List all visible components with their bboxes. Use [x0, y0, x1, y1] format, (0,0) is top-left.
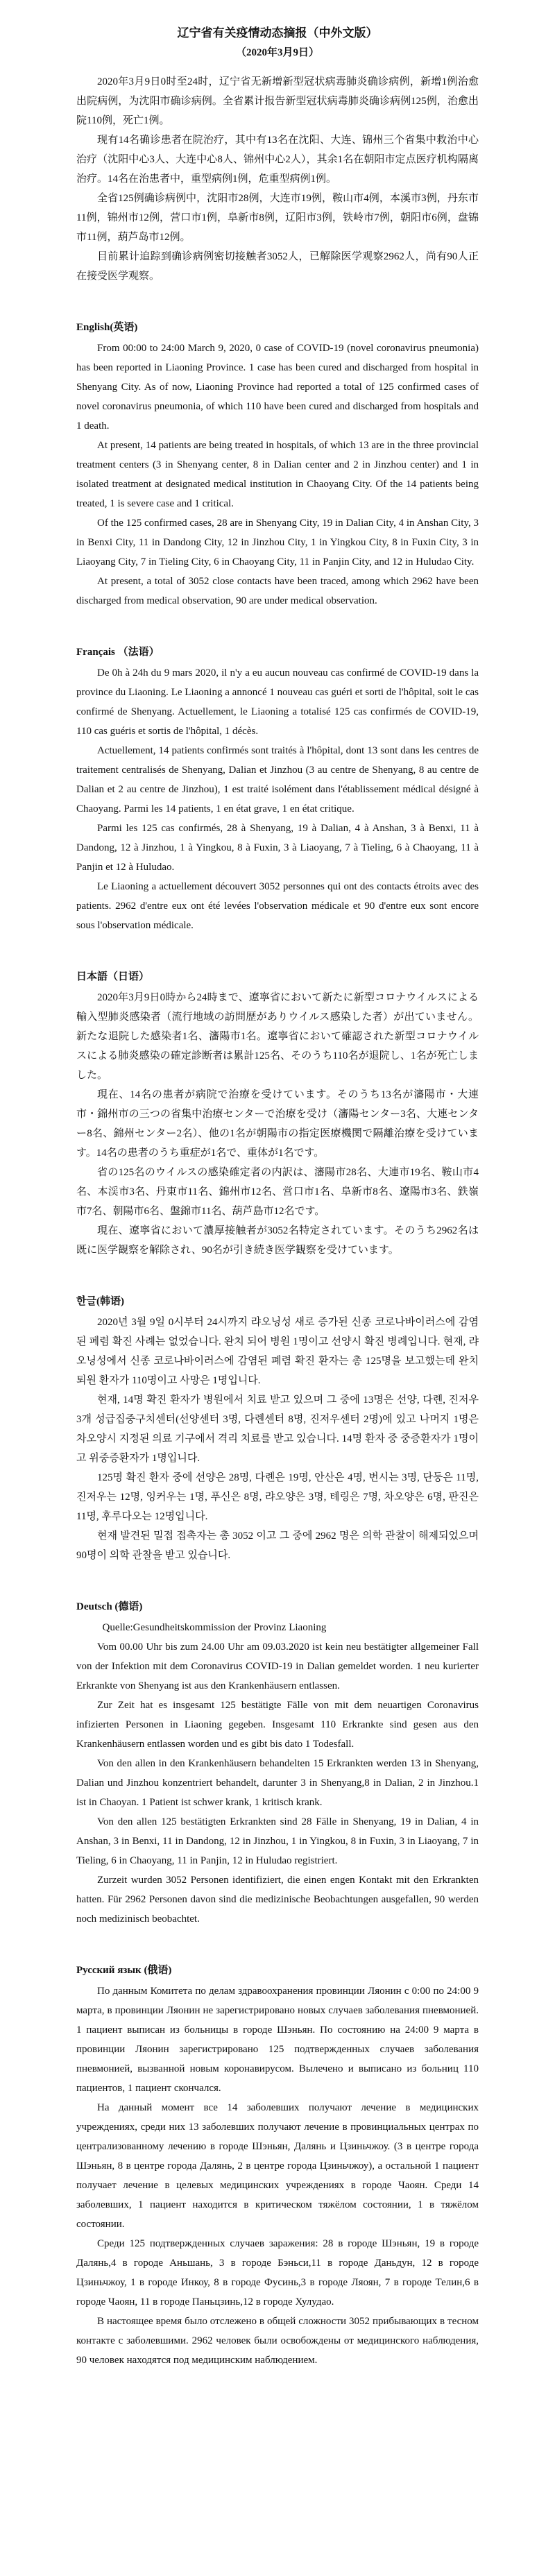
- french-paragraph-4: Le Liaoning a actuellement découvert 3052 personnes qui ont des contacts étroits avec des patients. 2962 d'entre eux ont été levées l'observation médicale et 90 d'entre eux sont encore sous l'observation médicale.: [76, 881, 479, 931]
- english-paragraph-1: From 00:00 to 24:00 March 9, 2020, 0 case of COVID-19 (novel coronavirus pneumonia) has been reported in Liaoning Province. 1 case has been cured and discharged from hospital in Shenyang City. As of now, Liaoning Province had reported a total of 125 confirmed cases of novel coronavirus pneumonia, of which 110 have been cured and discharged from hospitals and 1 death.: [76, 343, 479, 432]
- japanese-paragraph-3: 省の125名のウイルスの感染確定者の内訳は、瀋陽市28名、大連市19名、鞍山市4名、本渓市3名、丹東市11名、錦州市12名、営口市1名、阜新市8名、遼陽市3名、鉄嶺市7名、朝陽市6名、盤錦市11名、葫芦島市12名です。: [76, 1167, 479, 1217]
- german-source-line: Quelle:Gesundheitskommission der Provinz Liaoning: [102, 1622, 327, 1633]
- russian-paragraph-2: На данный момент все 14 заболевших получают лечение в медицинских учреждениях, среди них 13 заболевших получают лечение в провинциальных центрах по централизованному лечению в городе Шэньян, Далянь и Цзиньчжоу. (3 в центре города Шэньян, 8 в центре города Далянь, 2 в центре города Цзиньчжоу), а остальной 1 пациент получает лечение в целевых медицинских учреждениях в городе Чаоян. Среди 14 заболевших, 1 пациент находится в критическом тяжёлом состоянии, 1 в тяжёлом состоянии.: [76, 2102, 479, 2230]
- japanese-paragraph-2: 現在、14名の患者が病院で治療を受けています。そのうち13名が瀋陽市・大連市・錦州市の三つの省集中治療センターで治療を受け（瀋陽センター3名、大連センター8名、錦州センター2名）、他の1名が朝陽市の指定医療機関で隔離治療を受けています。14名の患者のうち重症が1名で、重体が1名です。: [76, 1089, 479, 1159]
- english-paragraph-4: At present, a total of 3052 close contacts have been traced, among which 2962 have been discharged from medical observation, 90 are under medical observation.: [76, 576, 479, 606]
- japanese-paragraph-4: 現在、遼寧省において濃厚接触者が3052名特定されています。そのうち2962名は既に医学観察を解除され、90名が引き続き医学観察を受けています。: [76, 1225, 479, 1256]
- chinese-section: [76, 72, 479, 286]
- japanese-section: [76, 967, 479, 1260]
- german-paragraph-3: Von den allen in den Krankenhäusern behandelten 15 Erkrankten werden 13 in Shenyang, Dalian und Jinzhou konzentriert behandelt, darunter 3 in Shenyang,8 in Dalian, 2 in Jinzhou.1 ist in Chaoyan. 1 Patient ist schwer krank, 1 kritisch krank.: [76, 1758, 479, 1808]
- english-heading: English(英语): [76, 322, 138, 333]
- german-paragraph-4: Von den allen 125 bestätigten Erkrankten sind 28 Fälle in Shenyang, 19 in Dalian, 4 in Anshan, 3 in Benxi, 11 in Dandong, 12 in Jinzhou, 1 in Yingkou, 8 in Fuxin, 3 in Liaoyang, 7 in Tieling, 6 in Chaoyang, 11 in Panjin, 12 in Huludao registriert.: [76, 1816, 479, 1866]
- english-paragraph-2: At present, 14 patients are being treated in hospitals, of which 13 are in the three provincial treatment centers (3 in Shenyang center, 8 in Dalian center and 2 in Jinzhou center) and 1 in isolated treatment at designated medical institution in Chaoyang City. Of the 14 patients being treated, 1 is severe case and 1 critical.: [76, 440, 479, 509]
- russian-heading: Русский язык (俄语): [76, 1965, 172, 1976]
- japanese-paragraph-1: 2020年3月9日0時から24時まで、遼寧省において新たに新型コロナウイルスによる輸入型肺炎感染者（流行地域の訪問歴がありウイルス感染した者）が出ていません。新たな退院した感染者1名、瀋陽市1名。遼寧省において確認された新型コロナウイルスによる肺炎感染の確定診断者は累計125名、そのうち110名が退院し、1名が死亡しました。: [76, 992, 479, 1081]
- french-paragraph-3: Parmi les 125 cas confirmés, 28 à Shenyang, 19 à Dalian, 4 à Anshan, 3 à Benxi, 11 à Dandong, 12 à Jinzhou, 1 à Yingkou, 8 à Fuxin, 3 à Liaoyang, 7 à Tieling, 6 à Chaoyang, 11 à Panjin et 12 à Huludao.: [76, 823, 479, 873]
- french-heading: Français （法语）: [76, 647, 160, 658]
- russian-paragraph-3: Среди 125 подтвержденных случаев заражения: 28 в городе Шэньян, 19 в городе Далянь,4 в городе Аньшань, 3 в городе Бэньси,11 в городе Даньдун, 12 в городе Цзиньчжоу, 1 в городе Инкоу, 8 в городе Фусинь,3 в городе Ляоян, 7 в городе Телин,6 в городе Чаоян, 11 в городе Паньцзинь,12 в городе Хулудао.: [76, 2238, 479, 2308]
- german-paragraph-1: Vom 00.00 Uhr bis zum 24.00 Uhr am 09.03.2020 ist kein neu bestätigter allgemeiner Fall von der Infektion mit dem Coronavirus COVID-19 in Dalian gemeldet worden. 1 neu kurierter Erkrankte von Shenyang ist aus den Krankenhäusern entlassen.: [76, 1641, 479, 1691]
- korean-paragraph-1: 2020년 3월 9일 0시부터 24시까지 랴오닝성 새로 증가된 신종 코로나바이러스에 감염된 폐렴 확진 사례는 없었습니다. 완치 되어 병원 1명이고 선양시 확진 병례입니다. 현재, 랴오닝성에서 신종 코로나바이러스에 감염된 폐렴 확진 환자는 총 125명을 보고했는데 완치 퇴원 환자가 110명이고 사망은 1명입니다.: [76, 1317, 479, 1386]
- french-section: [76, 642, 479, 935]
- russian-paragraph-1: По данным Комитета по делам здравоохранения провинции Ляонин с 0:00 по 24:00 9 марта, в провинции Ляонин не зарегистрировано новых случаев заболевания пневмонией. 1 пациент выписан из больницы в городе Шэньян. По состоянию на 24:00 9 марта в провинции Ляонин зарегистрировано 125 подтвержденных случаев заболевания пневмонией, вызванной новым коронавирусом. Вылечено и выписано из больниц 110 пациентов, 1 пациент скончался.: [76, 1986, 479, 2094]
- korean-section: [76, 1292, 479, 1565]
- document-date: （2020年3月9日）: [235, 47, 319, 58]
- german-section: [76, 1597, 479, 1929]
- french-paragraph-1: De 0h à 24h du 9 mars 2020, il n'y a eu aucun nouveau cas confirmé de COVID-19 dans la province du Liaoning. Le Liaoning a annoncé 1 nouveau cas guéri et sorti de l'hôpital, soit le cas confirmé de Shenyang. Actuellement, le Liaoning a totalisé 125 cas confirmés de COVID-19, 110 cas guéris et sortis de l'hôpital, 1 décès.: [76, 667, 479, 737]
- german-paragraph-2: Zur Zeit hat es insgesamt 125 bestätigte Fälle von mit dem neuartigen Coronavirus infizierten Personen in Liaoning gegeben. Insgesamt 110 Erkrankte sind gesen aus den Krankenhäusern entlassen worden und es gibt bis dato 1 Todesfall.: [76, 1700, 479, 1750]
- japanese-heading: 日本語（日语）: [76, 971, 150, 982]
- korean-paragraph-3: 125명 확진 환자 중에 선양은 28명, 다롄은 19명, 안산은 4명, 번시는 3명, 단둥은 11명, 진저우는 12명, 잉커우는 1명, 푸신은 8명, 랴오양은 3명, 톄링은 7명, 차오양은 6명, 판진은 11명, 후루다오는 12명입니다.: [76, 1472, 479, 1522]
- german-paragraph-5: Zurzeit wurden 3052 Personen identifiziert, die einen engen Kontakt mit den Erkrankten hatten. Für 2962 Personen davon sind die medizinische Beobachtungen ausgefallen, 90 werden noch medizinisch beobachtet.: [76, 1875, 479, 1925]
- korean-paragraph-2: 현재, 14명 확진 환자가 병원에서 치료 받고 있으며 그 중에 13명은 선양, 다롄, 진저우 3개 성급집중구치센터(선양센터 3명, 다롄센터 8명, 진저우센터 2명)에 있고 나머지 1명은 차오양시 지정된 의료 기구에서 격리 치료를 받고 있습니다. 14명 환자 중 중증환자가 1명이고 위중증환자가 1명입니다.: [76, 1394, 479, 1464]
- english-paragraph-3: Of the 125 confirmed cases, 28 are in Shenyang City, 19 in Dalian City, 4 in Anshan City, 3 in Benxi City, 11 in Dandong City, 12 in Jinzhou City, 1 in Yingkou City, 8 in Fuxin City, 3 in Liaoyang City, 7 in Tieling City, 6 in Chaoyang City, 11 in Panjin City, and 12 in Huludao City.: [76, 518, 479, 568]
- french-paragraph-2: Actuellement, 14 patients confirmés sont traités à l'hôpital, dont 13 sont dans les centres de traitement centralisés de Shenyang, Dalian et Jinzhou (3 au centre de Shenyang, 8 au centre de Dalian et 2 au centre de Jinzhou), 1 est traité isolément dans l'établissement médical désigné à Chaoyang. Parmi les 14 patients, 1 en état grave, 1 en état critique.: [76, 745, 479, 814]
- chinese-paragraph-4: 目前累计追踪到确诊病例密切接触者3052人，已解除医学观察2962人，尚有90人正在接受医学观察。: [76, 251, 479, 282]
- chinese-paragraph-3: 全省125例确诊病例中，沈阳市28例，大连市19例，鞍山市4例，本溪市3例，丹东市11例，锦州市12例，营口市1例，阜新市8例，辽阳市3例，铁岭市7例，朝阳市6例，盘锦市11例，葫芦岛市12例。: [76, 193, 479, 243]
- chinese-paragraph-2: 现有14名确诊患者在院治疗，其中有13名在沈阳、大连、锦州三个省集中救治中心治疗（沈阳中心3人、大连中心8人、锦州中心2人），其余1名在朝阳市定点医疗机构隔离治疗。14名在治患者中，重型病例1例，危重型病例1例。: [76, 135, 479, 185]
- korean-paragraph-4: 현재 발견된 밀접 접촉자는 총 3052 이고 그 중에 2962 명은 의학 관찰이 해제되었으며 90명이 의학 관찰을 받고 있습니다.: [76, 1530, 479, 1561]
- russian-section: [76, 1961, 479, 2370]
- document-page: [76, 0, 479, 2370]
- german-heading: Deutsch (德语): [76, 1601, 143, 1612]
- korean-heading: 한글(韩语): [76, 1296, 124, 1307]
- english-section: [76, 318, 479, 611]
- russian-paragraph-4: В настоящее время было отслежено в общей сложности 3052 прибывающих в тесном контакте с заболевшими. 2962 человек были освобождены от медицинского наблюдения, 90 человек находятся под медицинским наблюдением.: [76, 2316, 479, 2366]
- document-title: 辽宁省有关疫情动态摘报（中外文版）: [177, 26, 378, 40]
- chinese-paragraph-1: 2020年3月9日0时至24时，辽宁省无新增新型冠状病毒肺炎确诊病例，新增1例治愈出院病例，为沈阳市确诊病例。全省累计报告新型冠状病毒肺炎确诊病例125例，治愈出院110例，死亡1例。: [76, 76, 479, 126]
